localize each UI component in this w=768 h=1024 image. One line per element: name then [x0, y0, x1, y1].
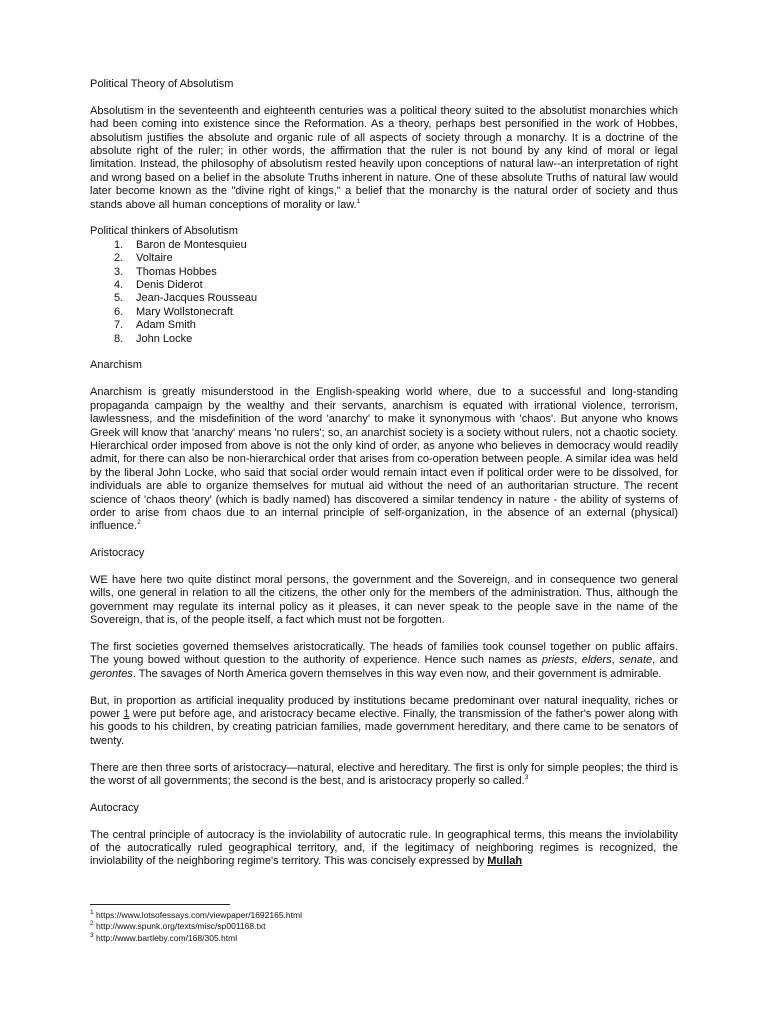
footnote-number: 3 — [90, 931, 94, 939]
footnote-url[interactable]: http://www.bartleby.com/168/305.html — [93, 932, 238, 943]
intro-text: Absolutism in the seventeenth and eighteenth centuries was a political theory suited to the absolutist monarchies which had been coming into existence since the Reformation. As a theory, perhaps best personified in the work of Hobbes, absolutism justifies the absolute and organic rule of all aspects of society through a monarchy. It is a doctrine of the absolute right of the ruler; in other words, the affirmation that the ruler is not bound by any kind of moral or legal limitation. Instead, the philosophy of absolutism rested heavily upon conceptions of natural law--an interpretation of right and wrong based on a belief in the absolute Truths inherent in nature. One of these absolute Truths of natural law would later become known as the "divine right of kings," a belief that the monarchy is the natural order of society and thus stands above all human conceptions of morality or law. — [90, 104, 678, 211]
footnote-number: 1 — [90, 909, 94, 916]
list-item-name: Baron de Montesquieu — [136, 238, 247, 251]
page-title: Political Theory of Absolutism — [90, 78, 234, 90]
list-item — [114, 333, 678, 346]
footnote-item — [90, 921, 678, 932]
list-item-name: Thomas Hobbes — [136, 265, 217, 278]
list-item-name: Jean-Jacques Rousseau — [136, 292, 258, 305]
separator: , — [611, 654, 620, 667]
mullah-link[interactable]: Mullah — [487, 855, 523, 868]
list-item-name: Denis Diderot — [136, 279, 203, 292]
footnote-marker-3[interactable]: 3 — [524, 773, 529, 781]
term-senate: senate — [619, 654, 653, 667]
aristocracy-paragraph-2 — [90, 641, 678, 681]
separator: , — [574, 654, 582, 667]
aristocracy-paragraph-3 — [90, 695, 678, 749]
list-item-number: 6. — [114, 305, 124, 318]
list-item-number: 8. — [114, 332, 124, 345]
list-item — [114, 239, 678, 252]
aristocracy-p3-text-a: But, in proportion as artificial inequality produced by institutions became predominant over natural inequality, riches or power — [90, 694, 678, 720]
autocracy-text: The central principle of autocracy is the inviolability of autocratic rule. In geographical terms, this means the inviolability of the autocratically ruled geographical territory, and, if the legitimacy of neighboring regimes is recognized, the inviolability of the neighboring regime's territory. This was concisely expressed by — [90, 828, 678, 868]
footnotes — [90, 910, 678, 944]
list-item-number: 2. — [114, 252, 124, 265]
footnote-url[interactable]: https://www.lotsofessays.com/viewpaper/1692165.html — [93, 910, 302, 920]
list-item — [114, 279, 678, 292]
aristocracy-p2-text-a: The first societies governed themselves aristocratically. The heads of families took counsel together on public affairs. The young bowed without question to the authority of experience. Hence such names as — [90, 640, 678, 667]
reference-link-1[interactable]: 1 — [123, 707, 130, 720]
footnote-url[interactable]: http://www.spunk.org/texts/misc/sp001168.txt — [93, 921, 266, 932]
autocracy-heading: Autocracy — [90, 801, 139, 814]
footnote-item — [90, 933, 678, 944]
anarchism-text: Anarchism is greatly misunderstood in the English-speaking world where, due to a successful and long-standing propaganda campaign by the wealthy and their servants, anarchism is equated with irrational violence, terrorism, lawlessness, and the misdefinition of the word 'anarchy' to make it synonymous with 'chaos'. But anyone who knows Greek will know that 'anarchy' means 'no rulers'; so, an anarchist society is a society without rulers, not a chaotic society. Hierarchical order imposed from above is not the only kind of order, as anyone who believes in democracy would readily admit, for there can also be non-hierarchical order that arises from co-operation between people. A similar idea was held by the liberal John Locke, who said that social order would remain intact even if political order were to be dissolved, for individuals are able to organize themselves for mutual aid without the need of an authoritarian structure. The recent science of 'chaos theory' (which is badly named) has discovered a similar tendency in nature - the ability of systems of order to arise from chaos due to an internal principle of self-organization, in the absence of an external (physical) influence. — [90, 386, 678, 533]
document-body — [90, 78, 678, 882]
aristocracy-p2-text-b: . The savages of North America govern themselves in this way even now, and their government is admirable. — [132, 667, 662, 680]
list-item-number: 7. — [114, 319, 124, 332]
aristocracy-paragraph-1: WE have here two quite distinct moral persons, the government and the Sovereign, and in consequence two general wills, one general in relation to all the citizens, the other only for the members of the administration. Thus, although the government may regulate its internal policy as it pleases, it can never speak to the people save in the name of the Sovereign, that is, of the people itself, a fact which must not be forgotten. — [90, 573, 678, 627]
list-item-number: 4. — [114, 279, 124, 292]
autocracy-paragraph — [90, 829, 678, 869]
list-item-name: John Locke — [136, 332, 193, 345]
footnote-marker-2[interactable]: 2 — [137, 519, 141, 527]
list-item — [114, 266, 678, 279]
thinkers-list-title: Political thinkers of Absolutism — [90, 225, 238, 238]
thinkers-list — [90, 239, 678, 346]
aristocracy-heading: Aristocracy — [90, 547, 145, 560]
footnote-marker-1[interactable]: 1 — [356, 197, 361, 205]
footnote-number: 2 — [90, 920, 94, 928]
footnote-item — [90, 910, 678, 921]
list-item-number: 1. — [114, 238, 124, 251]
aristocracy-p3-text-b: were put before age, and aristocracy became elective. Finally, the transmission of the father's power along with his goods to his children, by creating patrician families, made government hereditary, and there came to be senators of twenty. — [90, 707, 678, 747]
list-item-name: Voltaire — [136, 252, 173, 265]
anarchism-paragraph — [90, 386, 678, 533]
list-item-name: Mary Wollstonecraft — [136, 305, 233, 318]
anarchism-heading: Anarchism — [90, 359, 142, 372]
separator: , and — [652, 654, 678, 667]
term-gerontes: gerontes — [90, 667, 133, 680]
list-item — [114, 319, 678, 332]
list-item — [114, 252, 678, 265]
footnote-divider — [90, 904, 230, 905]
term-elders: elders — [581, 654, 612, 667]
list-item-number: 5. — [114, 292, 124, 305]
intro-paragraph — [90, 105, 678, 212]
term-priests: priests — [541, 654, 575, 667]
list-item — [114, 292, 678, 305]
aristocracy-paragraph-4 — [90, 762, 678, 789]
list-item-number: 3. — [114, 265, 124, 278]
list-item — [114, 306, 678, 319]
aristocracy-p4-text: There are then three sorts of aristocracy—natural, elective and hereditary. The first is only for simple peoples; the third is the worst of all governments; the second is the best, and is aristocracy properly so called. — [90, 761, 678, 787]
list-item-name: Adam Smith — [136, 319, 196, 332]
